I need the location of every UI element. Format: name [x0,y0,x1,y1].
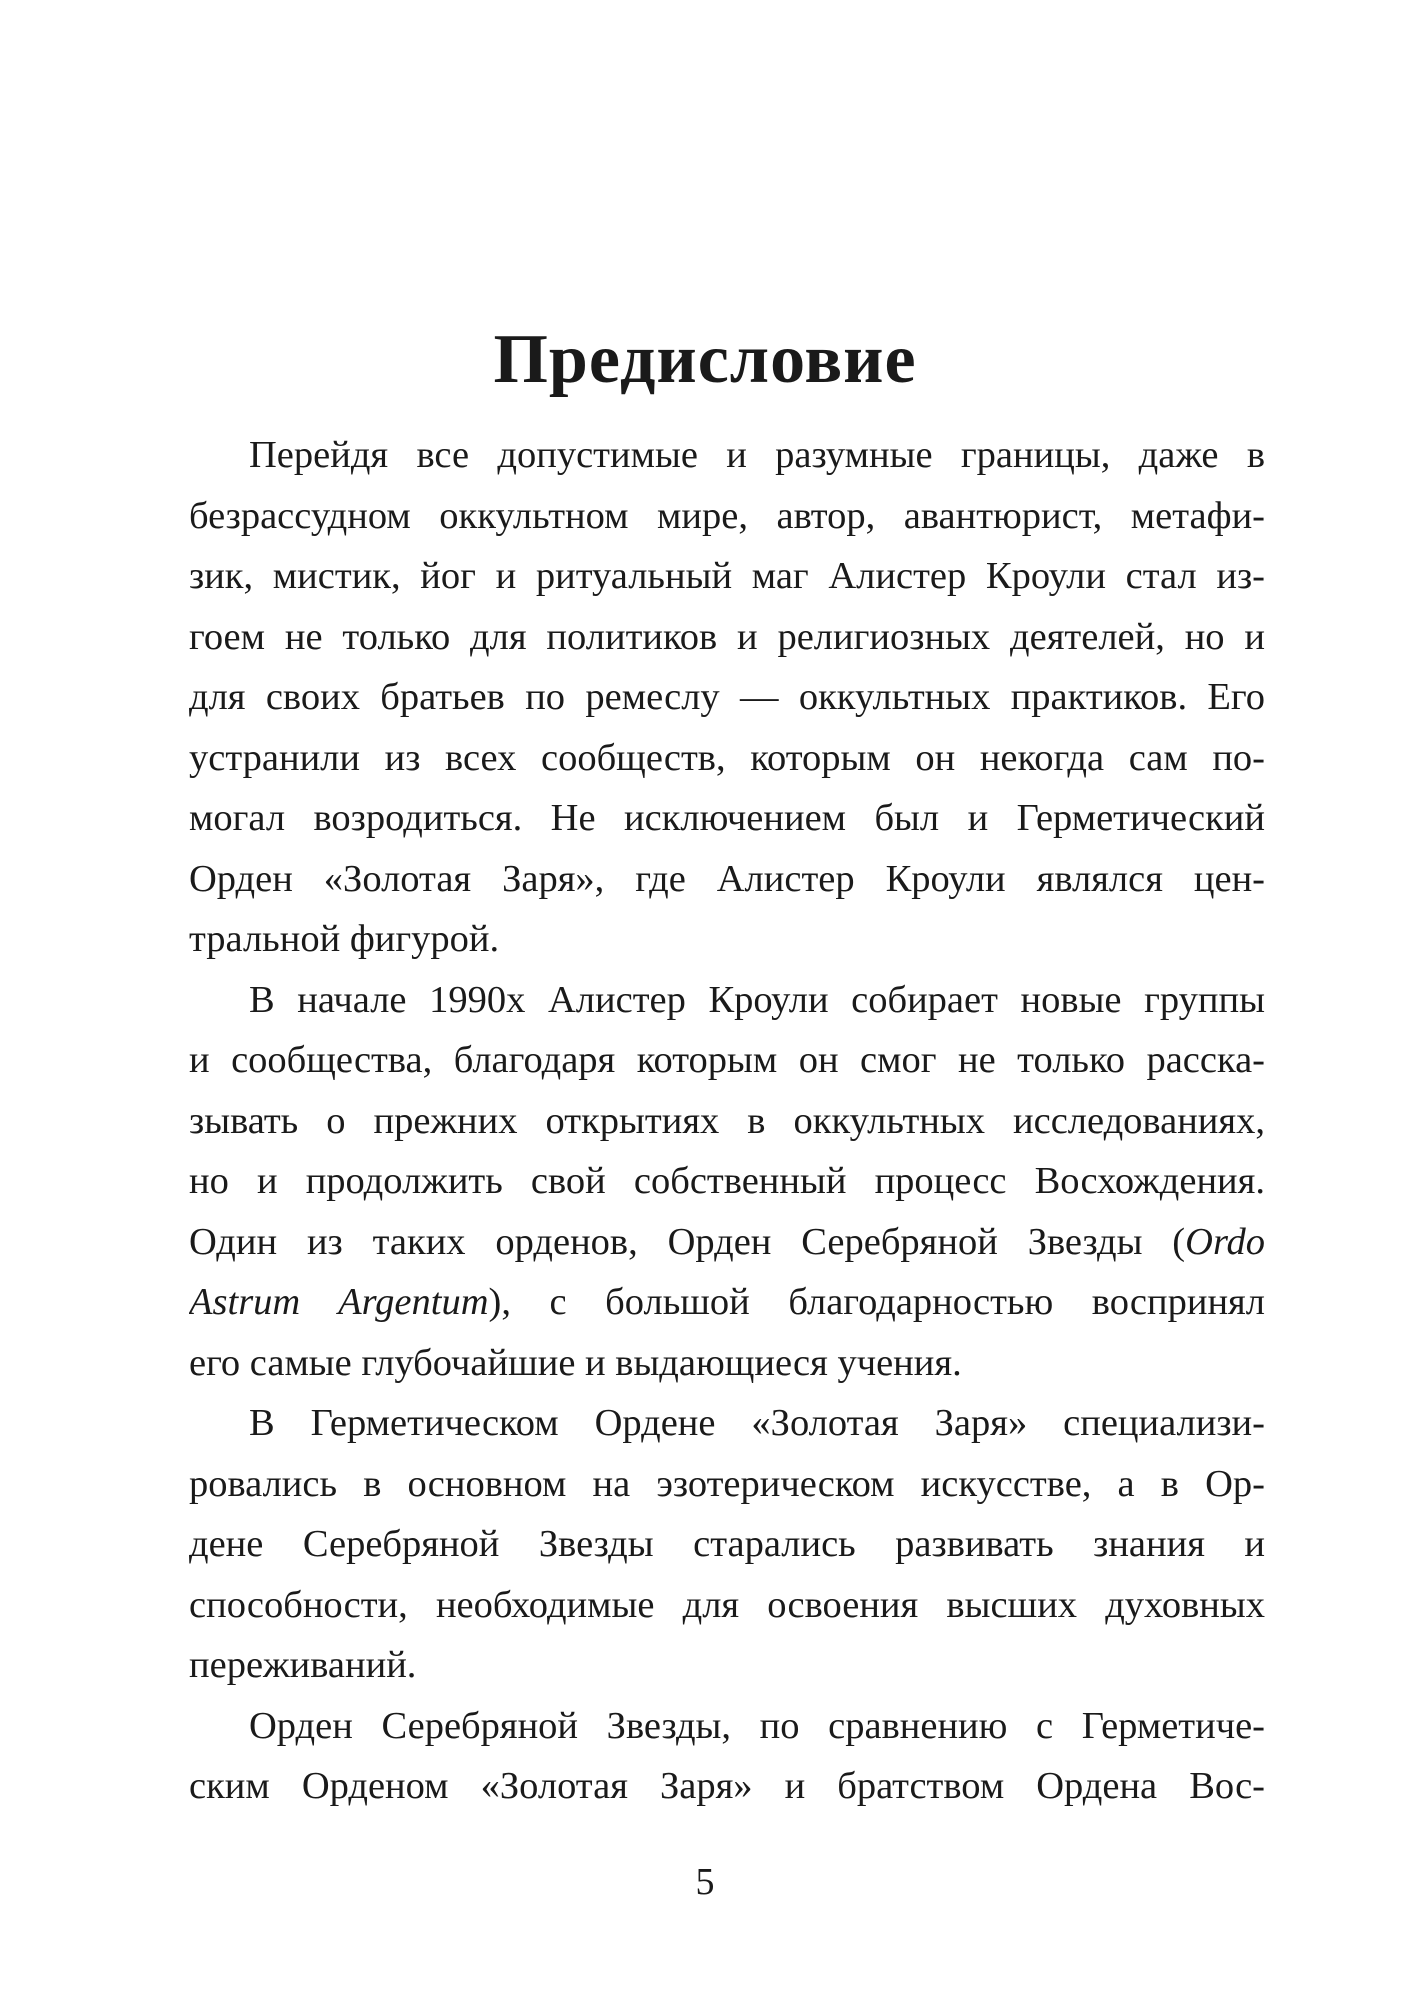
paragraph-1-line-8: Орден «Золотая Заря», где Алистер Кроули являлся цен- [189,857,1265,900]
paragraph-3-line-3: дене Серебряной Звезды старались развивать знания и [189,1523,1265,1565]
body-text [189,425,1265,1817]
paragraph-1-line-3: зик, мистик, йог и ритуальный маг Алистер Кроули стал из- [189,555,1265,597]
paragraph-1-line-7: могал возродиться. Не исключением был и Герметический [189,797,1265,839]
latin-ordo: Ordo [1185,1220,1265,1263]
paragraph-3-line-4: способности, необходимые для освоения высших духовных [189,1583,1265,1626]
paragraph-1-line-6: устранили из всех сообществ, которым он некогда сам по- [189,736,1265,779]
paragraph-1-line-9: тральной фигурой. [189,918,500,960]
paragraph-3-line-1: В Герметическом Ордене «Золотая Заря» специализи- [249,1402,1265,1444]
paragraph-2-line-5 [189,1212,1265,1273]
paragraph-1-line-1: Перейдя все допустимые и разумные границы, даже в [249,434,1265,476]
paragraph-2-line-5-text: Один из таких орденов, Орден Серебряной Звезды ( [189,1220,1186,1263]
paragraph-2-line-6 [189,1272,1265,1333]
paragraph-2-line-2: и сообщества, благодаря которым он смог не только расска- [189,1039,1265,1081]
paragraph-2-line-7: его самые глубочайшие и выдающиеся учения. [189,1341,962,1384]
paragraph-2-line-6-text: ), с большой благодарностью воспринял [488,1281,1265,1323]
latin-astrum-argentum: Astrum Argentum [189,1281,489,1323]
paragraph-4-line-1: Орден Серебряной Звезды, по сравнению с Герметиче- [249,1704,1265,1747]
paragraph-4-line-2: ским Орденом «Золотая Заря» и братством Ордена Вос- [189,1765,1265,1807]
paragraph-3-line-2: ровались в основном на эзотерическом искусстве, а в Ор- [189,1462,1265,1505]
paragraph-1-line-5: для своих братьев по ремеслу — оккультных практиков. Его [189,676,1265,718]
chapter-title: Предисловие [493,321,917,398]
paragraph-2-line-3: зывать о прежних открытиях в оккультных исследованиях, [189,1099,1265,1142]
paragraph-3-line-5: переживаний. [189,1644,417,1686]
paragraph-1-line-4: гоем не только для политиков и религиозных деятелей, но и [189,615,1265,658]
paragraph-1-line-2: безрассудном оккультном мире, автор, авантюрист, метафи- [189,494,1265,537]
paragraph-2-line-1: В начале 1990х Алистер Кроули собирает новые группы [249,978,1265,1021]
page-number: 5 [695,1861,715,1903]
paragraph-2-line-4: но и продолжить свой собственный процесс Восхождения. [189,1160,1265,1202]
